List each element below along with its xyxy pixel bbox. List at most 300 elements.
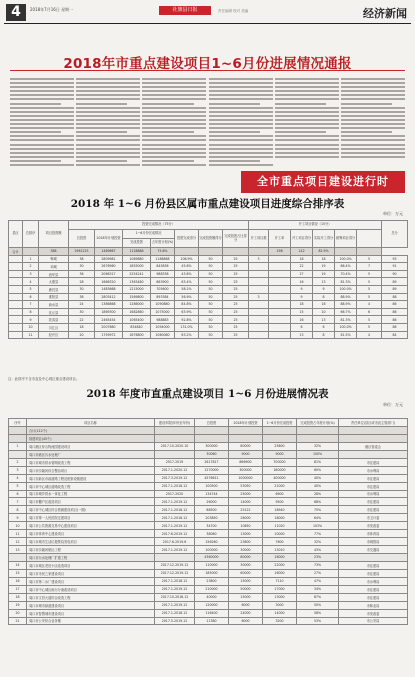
- table-cell: 周口市智慧城市建设项目: [27, 609, 155, 617]
- text-line: [341, 144, 405, 146]
- text-line: [341, 82, 405, 84]
- table-cell: 1089880: [123, 255, 151, 263]
- table-cell: 18: [291, 301, 313, 309]
- table-row: [9, 554, 408, 562]
- table-cell: 120000: [195, 601, 229, 609]
- text-line: [209, 90, 273, 92]
- table-row: [9, 323, 408, 331]
- text-line: [209, 111, 273, 113]
- table-cell: [9, 293, 23, 301]
- table-cell: 周口市公共资源交易中心建设项目: [27, 522, 155, 530]
- table-cell: 25600: [263, 442, 297, 450]
- table-cell: 13010: [263, 546, 297, 554]
- table2-header: 2018年计划投资: [229, 419, 263, 427]
- table-cell: 25: [223, 278, 249, 286]
- table-cell: 38: [69, 255, 95, 263]
- table-cell: 15: [291, 308, 313, 316]
- table-cell: 40%: [297, 482, 339, 490]
- table-cell: 市卫计委: [339, 514, 408, 522]
- text-line: [341, 111, 405, 113]
- table-cell: 4: [23, 278, 39, 286]
- article-column: [275, 78, 339, 160]
- table-cell: [155, 427, 195, 435]
- table-cell: 25: [223, 316, 249, 324]
- table-cell: 84: [382, 331, 408, 339]
- col-extra: [357, 230, 382, 248]
- table-cell: 11: [23, 331, 39, 339]
- table-cell: 市住建局: [339, 458, 408, 466]
- text-line: [10, 94, 74, 96]
- table-row: [9, 514, 408, 522]
- table-cell: 68500: [195, 506, 229, 514]
- col-project-invest: 项目投资额: [39, 221, 69, 248]
- table-cell: 16: [291, 278, 313, 286]
- table-cell: 24000: [229, 609, 263, 617]
- table-cell: 6: [357, 308, 382, 316]
- table-cell: 1060080: [151, 331, 175, 339]
- table-row: [9, 427, 408, 435]
- table-cell: 2465454: [95, 316, 123, 324]
- table-cell: 周口市中心城区雨污分流改造项目: [27, 585, 155, 593]
- col-actual-score: 实际开工得分: [313, 230, 335, 248]
- text-line: [209, 115, 273, 117]
- table-cell: [297, 427, 339, 435]
- text-line: [10, 98, 74, 100]
- text-line: [142, 119, 206, 121]
- table-row: [9, 474, 408, 482]
- table-cell: [9, 285, 23, 293]
- text-line: [341, 90, 405, 92]
- text-line: [341, 148, 405, 150]
- table-cell: 25: [223, 255, 249, 263]
- table2-header: 建设年限(年份至年份): [155, 419, 195, 427]
- table-cell: 1676800: [123, 331, 151, 339]
- text-line: [142, 90, 206, 92]
- table-cell: 300000: [195, 442, 229, 450]
- text-line: [209, 107, 273, 109]
- table-row: [9, 270, 408, 278]
- county-ranking-table: [8, 220, 408, 339]
- table-cell: 58.1%: [175, 285, 199, 293]
- table-cell: 86: [382, 301, 408, 309]
- table-cell: 30: [69, 285, 95, 293]
- table-cell: 10: [23, 323, 39, 331]
- table-cell: 866900: [229, 458, 263, 466]
- table-cell: 2017.1-2018.12: [155, 609, 195, 617]
- text-line: [209, 127, 273, 129]
- table-row: [9, 255, 408, 263]
- table-cell: 港区管委会: [339, 442, 408, 450]
- table-cell: 25: [223, 270, 249, 278]
- text-line: [275, 86, 339, 88]
- table-cell: 周口市中心城区道路改造工程: [27, 482, 155, 490]
- table-cell: 6: [23, 293, 39, 301]
- table-cell: 8: [23, 308, 39, 316]
- table-cell: 1483668: [95, 285, 123, 293]
- table-row: [9, 530, 408, 538]
- table-cell: [269, 308, 291, 316]
- table-cell: 84.8%: [175, 301, 199, 309]
- table-cell: 15000: [229, 593, 263, 601]
- table-cell: 56.9%: [175, 293, 199, 301]
- table-cell: 3200: [263, 617, 297, 625]
- table-cell: 82.9%: [313, 248, 335, 256]
- table-cell: 市住建局: [339, 569, 408, 577]
- table-cell: 23800: [195, 577, 229, 585]
- table-cell: 86: [382, 308, 408, 316]
- table-cell: 100.0%: [335, 323, 357, 331]
- table-row: [9, 442, 408, 450]
- table-cell: 134744: [195, 490, 229, 498]
- table-cell: 110000: [195, 561, 229, 569]
- table-cell: 25: [223, 331, 249, 339]
- table-cell: 80000: [229, 554, 263, 562]
- table-cell: 1: [9, 442, 27, 450]
- table-row: [9, 450, 408, 458]
- table-cell: 16000: [263, 569, 297, 577]
- article-column: [10, 78, 74, 168]
- table-cell: 50000: [229, 585, 263, 593]
- table-cell: 27%: [297, 569, 339, 577]
- table-cell: 1270000: [195, 466, 229, 474]
- table-cell: 周口市沙颍河航运工程: [27, 546, 155, 554]
- text-line: [209, 131, 260, 133]
- table-cell: 86.4%: [335, 263, 357, 271]
- text-line: [142, 135, 206, 137]
- table-cell: 7: [9, 498, 27, 506]
- table-cell: 38: [69, 293, 95, 301]
- text-line: [275, 131, 326, 133]
- table-cell: 2017.1-2019.12: [155, 585, 195, 593]
- table-cell: [269, 293, 291, 301]
- table-cell: 5: [357, 285, 382, 293]
- table-cell: 7: [357, 263, 382, 271]
- table-cell: 68%: [297, 498, 339, 506]
- table-cell: 23800: [229, 538, 263, 546]
- table-cell: 13: [291, 331, 313, 339]
- text-line: [10, 139, 74, 141]
- table-cell: 27: [291, 270, 313, 278]
- text-line: [142, 98, 206, 100]
- table-cell: [269, 278, 291, 286]
- table-cell: 市住建局: [339, 506, 408, 514]
- table-cell: 淮阳县: [39, 293, 69, 301]
- table-cell: 周口市中心城区综合管廊建设项目(一期): [27, 506, 155, 514]
- table-cell: 86: [382, 323, 408, 331]
- text-line: [341, 94, 405, 96]
- table-cell: 1: [23, 255, 39, 263]
- text-line: [209, 156, 273, 158]
- table-cell: [339, 450, 408, 458]
- text-line: [142, 107, 206, 109]
- text-line: [209, 139, 273, 141]
- table-cell: 1065400: [123, 316, 151, 324]
- table-cell: 周口市城市供水管网改造工程: [27, 458, 155, 466]
- table-cell: 市住建局: [339, 482, 408, 490]
- table-cell: 45.6%: [175, 263, 199, 271]
- table-cell: 市住建局: [339, 474, 408, 482]
- table-cell: 2254241: [123, 270, 151, 278]
- table-cell: 周口市市民之家建设项目: [27, 569, 155, 577]
- table-cell: [269, 301, 291, 309]
- table-cell: 30: [69, 308, 95, 316]
- table-cell: 2: [9, 458, 27, 466]
- table-row: [9, 331, 408, 339]
- text-line: [76, 115, 140, 117]
- table-cell: 63.2%: [175, 331, 199, 339]
- table-cell: 续建项目(45个): [27, 434, 155, 442]
- table-row: [9, 301, 408, 309]
- table-cell: 市林业局: [339, 601, 408, 609]
- table-cell: 86: [382, 316, 408, 324]
- table-row: [9, 285, 408, 293]
- text-line: [142, 123, 206, 125]
- table-cell: 4: [357, 301, 382, 309]
- table-cell: 700000: [263, 458, 297, 466]
- table-cell: 4: [9, 474, 27, 482]
- table-cell: 5: [357, 323, 382, 331]
- table-cell: 40000: [195, 593, 229, 601]
- col-pct: 占年度计划(%): [151, 239, 175, 248]
- table-cell: 鹿邑县: [39, 285, 69, 293]
- table-cell: 2017.1-2018.12: [155, 506, 195, 514]
- text-line: [275, 144, 339, 146]
- table-cell: 36: [69, 270, 95, 278]
- table-cell: 81.3%: [335, 278, 357, 286]
- table-cell: 2017.12-2019.12: [155, 561, 195, 569]
- section-title: 经济新闻: [363, 7, 407, 20]
- table-cell: 50: [199, 331, 223, 339]
- table-cell: 14: [9, 561, 27, 569]
- table-cell: 87%: [297, 593, 339, 601]
- table-cell: 100500: [195, 482, 229, 490]
- table-cell: 周口市污水处理厂扩建工程: [27, 554, 155, 562]
- table-row: [9, 561, 408, 569]
- table-cell: 5: [23, 285, 39, 293]
- table-cell: 2017.10-2020.10: [155, 442, 195, 450]
- table-cell: 77%: [297, 530, 339, 538]
- table-cell: 1569800: [123, 293, 151, 301]
- table-cell: 10: [9, 522, 27, 530]
- table-cell: [269, 255, 291, 263]
- table-cell: 185000: [195, 569, 229, 577]
- table-cell: 1363480: [123, 278, 151, 286]
- table-cell: [9, 554, 27, 562]
- table-cell: [269, 331, 291, 339]
- table-cell: 6900: [263, 490, 297, 498]
- table-cell: [249, 285, 269, 293]
- table-cell: 63.9%: [175, 308, 199, 316]
- table-cell: 3: [23, 270, 39, 278]
- table-cell: [249, 278, 269, 286]
- text-line: [76, 139, 140, 141]
- header-credits: 责任编辑 校对 美编: [218, 9, 249, 13]
- table-cell: [263, 427, 297, 435]
- table-cell: 2017.1-2019.12: [155, 522, 195, 530]
- table-cell: [357, 248, 382, 256]
- col-completed: 完成投资: [123, 239, 151, 248]
- table2-header: 序号: [9, 419, 27, 427]
- table-cell: 市交通局: [339, 546, 408, 554]
- table-cell: 太康县: [39, 278, 69, 286]
- text-line: [76, 111, 140, 113]
- text-line: [209, 86, 273, 88]
- table-cell: 30000: [229, 546, 263, 554]
- text-line: [275, 90, 339, 92]
- group-open: 开工项目情况（15分）: [249, 221, 382, 230]
- text-line: [10, 123, 74, 125]
- table-cell: 25: [223, 293, 249, 301]
- col-amount-score: 完成投资额得分: [199, 230, 223, 248]
- table-cell: 75.8%: [151, 248, 175, 256]
- page-header: [4, 2, 411, 24]
- table-cell: 11020: [263, 522, 297, 530]
- table-cell: 34%: [297, 585, 339, 593]
- article-banner: 全市重点项目建设进行时: [241, 171, 405, 193]
- table-cell: 16: [291, 316, 313, 324]
- text-line: [10, 148, 74, 150]
- table-cell: 53%: [297, 617, 339, 625]
- text-line: [76, 164, 140, 166]
- table-cell: 17: [9, 585, 27, 593]
- table-cell: 50: [199, 255, 223, 263]
- title-divider: [10, 70, 405, 71]
- table-cell: 2017.1-2019.12: [155, 498, 195, 506]
- table-cell: 周口市体育中心建设项目: [27, 530, 155, 538]
- text-line: [76, 127, 140, 129]
- table-cell: 1855000: [123, 263, 151, 271]
- table-cell: 50: [199, 270, 223, 278]
- table-cell: 17000: [263, 585, 297, 593]
- text-line: [76, 152, 140, 154]
- table-cell: 50: [199, 323, 223, 331]
- table-cell: [229, 427, 263, 435]
- table-cell: 11380: [195, 617, 229, 625]
- table-cell: 5: [357, 278, 382, 286]
- text-line: [10, 111, 74, 113]
- table-cell: 市住建局: [339, 585, 408, 593]
- table-cell: 210000: [195, 585, 229, 593]
- text-line: [142, 152, 206, 154]
- table-cell: 1186868: [151, 255, 175, 263]
- table-cell: 市体育局: [339, 530, 408, 538]
- table-cell: 周口市棚户区改造项目: [27, 498, 155, 506]
- table-cell: 7600: [263, 538, 297, 546]
- table-cell: 1869300: [95, 308, 123, 316]
- table-cell: 100000: [195, 546, 229, 554]
- text-line: [142, 86, 206, 88]
- table-cell: 14000: [229, 498, 263, 506]
- table-cell: [335, 248, 357, 256]
- table-cell: 64%: [297, 514, 339, 522]
- text-line: [10, 156, 74, 158]
- table-cell: 1075000: [151, 308, 175, 316]
- table-cell: [249, 331, 269, 339]
- text-line: [209, 98, 273, 100]
- text-line: [341, 131, 392, 133]
- table-cell: 705600: [151, 285, 175, 293]
- table-cell: 988336: [151, 270, 175, 278]
- text-line: [209, 148, 273, 150]
- table-cell: 198: [269, 248, 291, 256]
- table-cell: 9000: [263, 450, 297, 458]
- table-cell: 18: [313, 255, 335, 263]
- table-cell: 21000: [263, 482, 297, 490]
- table-cell: 9: [9, 514, 27, 522]
- text-line: [275, 139, 339, 141]
- text-line: [341, 78, 405, 80]
- table-cell: 13: [313, 278, 335, 286]
- col-score: 总分: [382, 221, 408, 248]
- table-cell: 25: [223, 263, 249, 271]
- table-cell: 1128886: [123, 248, 151, 256]
- table-cell: 75%: [297, 506, 339, 514]
- table-cell: 100.0%: [335, 285, 357, 293]
- text-line: [10, 107, 74, 109]
- text-line: [341, 152, 405, 154]
- table-cell: 6000: [229, 617, 263, 625]
- text-line: [275, 103, 326, 105]
- table-cell: [9, 263, 23, 271]
- text-line: [142, 139, 206, 141]
- table-cell: 周口市文昌大道综合改造工程: [27, 593, 155, 601]
- table-cell: 20: [9, 609, 27, 617]
- table-cell: [9, 427, 27, 435]
- table-cell: 60%: [297, 466, 339, 474]
- table-cell: 131.0%: [175, 323, 199, 331]
- table-row: [9, 458, 408, 466]
- table-cell: 5: [357, 270, 382, 278]
- col-ratio-score: 完成投资占比得分: [223, 230, 249, 248]
- table-cell: 88.9%: [335, 301, 357, 309]
- table-cell: 7: [23, 301, 39, 309]
- table-cell: 203850: [195, 514, 229, 522]
- article-column: [209, 78, 273, 168]
- table-row: [9, 593, 408, 601]
- table-cell: 5: [357, 293, 382, 301]
- text-line: [209, 119, 273, 121]
- table-cell: 25: [223, 308, 249, 316]
- table-cell: 103%: [297, 522, 339, 530]
- text-line: [142, 82, 206, 84]
- text-line: [10, 144, 74, 146]
- table-row: [9, 577, 408, 585]
- city-projects-table: [8, 418, 408, 625]
- text-line: [76, 94, 140, 96]
- col-open-count: 开工项目数: [249, 230, 269, 248]
- table-cell: 3: [9, 466, 27, 474]
- table-cell: 周口市沙颍河综合整治项目: [27, 466, 155, 474]
- table-cell: 22: [291, 263, 313, 271]
- table-cell: 1094000: [151, 323, 175, 331]
- table-row: [9, 482, 408, 490]
- table-cell: 13: [9, 546, 27, 554]
- table-row: [9, 316, 408, 324]
- table-row: [9, 248, 408, 256]
- table-cell: [249, 270, 269, 278]
- table-row: [9, 308, 408, 316]
- table-cell: 15000: [229, 577, 263, 585]
- table-row: [9, 569, 408, 577]
- col-total-invest: 总投资: [69, 230, 95, 248]
- table-cell: 1489667: [95, 248, 123, 256]
- table-cell: 92.8%: [175, 316, 199, 324]
- text-line: [275, 135, 339, 137]
- text-line: [76, 144, 140, 146]
- text-line: [142, 156, 206, 158]
- text-line: [341, 119, 405, 121]
- article-column: [341, 78, 405, 160]
